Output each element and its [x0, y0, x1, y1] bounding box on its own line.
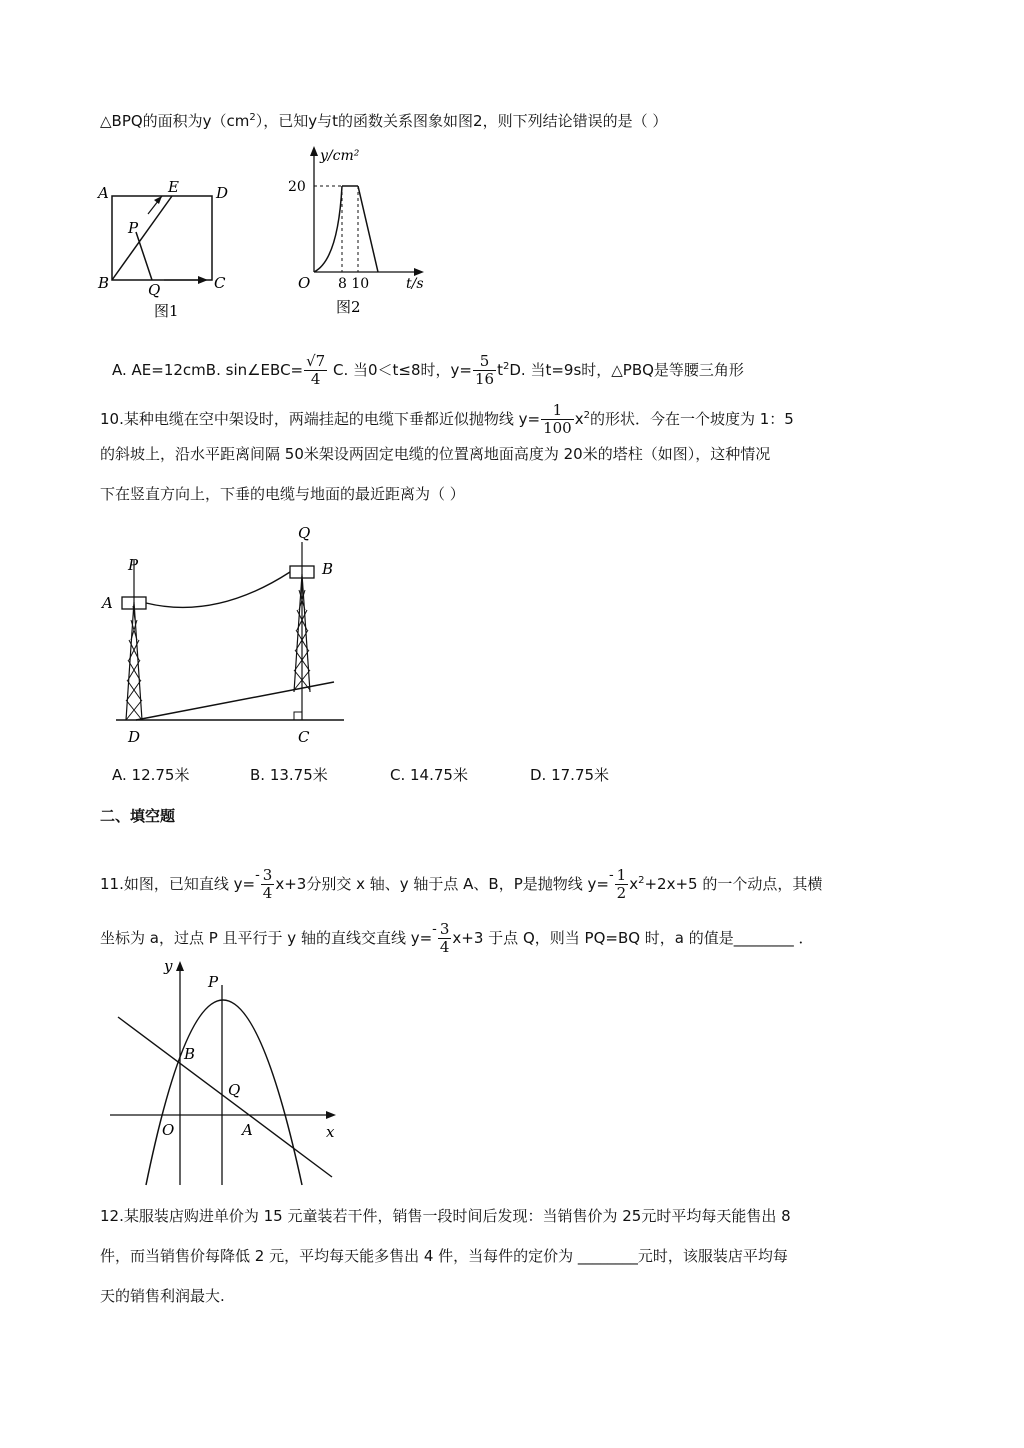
q10-option-a: A. 12.75米: [112, 766, 190, 784]
figure-2-caption: 图2: [336, 298, 361, 316]
q11-line-1: 11.如图，已知直线 y=- $\frac{3}{4}$ x+3分别交 x 轴、y 轴于点 A、B，P是抛物线 y=- $\frac{1}{2}$ $x^2+2x+5$ 的一个动点，其横: [100, 866, 823, 902]
label-A: A: [242, 1121, 253, 1139]
left-tower: [122, 560, 146, 720]
label-C: C: [214, 274, 226, 292]
figure-1-caption: 图1: [154, 302, 179, 320]
q9-figure-1: [92, 172, 242, 322]
label-y: y: [164, 957, 173, 975]
label-Q: Q: [228, 1081, 241, 1099]
q9-option-c: C. 当0＜t≤8时，y= $\frac{5}{16}$ $t^2$: [333, 352, 510, 388]
q10-figure: [96, 520, 356, 750]
q9-options: [112, 353, 744, 388]
q12-line-2: 件，而当销售价每降低 2 元，平均每天能多售出 4 件，当每件的定价为 ________元时，该服装店平均每: [100, 1247, 788, 1265]
q12-line-3: 天的销售利润最大.: [100, 1287, 225, 1305]
q9-option-b: B. sin∠EBC= $\frac{√7}{4}$: [205, 352, 326, 388]
label-B: B: [322, 560, 334, 578]
label-D: D: [128, 728, 141, 746]
label-D: D: [216, 184, 229, 202]
q9-figure-2: [282, 140, 432, 320]
q10-option-b: B. 13.75米: [250, 766, 328, 784]
label-A: A: [98, 184, 109, 202]
label-E: E: [168, 178, 179, 196]
q11-line-2: 坐标为 a，过点 P 且平行于 y 轴的直线交直线 y=- $\frac{3}{4}$ x+3 于点 Q，则当 PQ=BQ 时，a 的值是________ ．: [100, 920, 814, 956]
q10-line-1: 10.某种电缆在空中架设时，两端挂起的电缆下垂都近似抛物线 y= $\frac{1}{100}$ $x^2$的形状．今在一个坡度为 1：5: [100, 401, 794, 437]
q9-option-d: D. 当t=9s时，△PBQ是等腰三角形: [509, 361, 744, 379]
label-Q: Q: [148, 281, 161, 299]
q9-stem: △BPQ的面积为$y(cm^2)$，已知y与t的函数关系图象如图2，则下列结论错误的是（ ）: [100, 112, 668, 130]
label-A: A: [102, 594, 113, 612]
label-C: C: [298, 728, 310, 746]
label-O: O: [162, 1121, 175, 1139]
q9-option-a: A. AE=12cm: [112, 361, 206, 379]
label-P: P: [128, 556, 139, 574]
q10-line-2: 的斜坡上，沿水平距离间隔 50米架设两固定电缆的位置离地面高度为 20米的塔柱（如图），这种情况: [100, 445, 771, 463]
label-B: B: [184, 1045, 196, 1063]
q10-option-c: C. 14.75米: [390, 766, 468, 784]
section-title-fill-in: 二、填空题: [100, 807, 176, 825]
q11-figure: [100, 955, 360, 1195]
label-Q: Q: [298, 524, 311, 542]
label-x: x: [326, 1123, 335, 1141]
label-P: P: [128, 219, 139, 237]
q12-line-1: 12.某服装店购进单价为 15 元童装若干件，销售一段时间后发现：当销售价为 25元时平均每天能售出 8: [100, 1207, 791, 1225]
axis-label-t: t/s: [406, 276, 424, 292]
y-tick-20: 20: [288, 179, 306, 195]
x-ticks: 8 10: [338, 276, 370, 292]
label-P: P: [208, 973, 219, 991]
origin-label: O: [298, 274, 311, 292]
axis-label-y: y/cm²: [320, 148, 360, 164]
q10-line-3: 下在竖直方向上，下垂的电缆与地面的最近距离为（ ）: [100, 485, 465, 503]
label-B: B: [98, 274, 110, 292]
q10-option-d: D. 17.75米: [530, 766, 610, 784]
